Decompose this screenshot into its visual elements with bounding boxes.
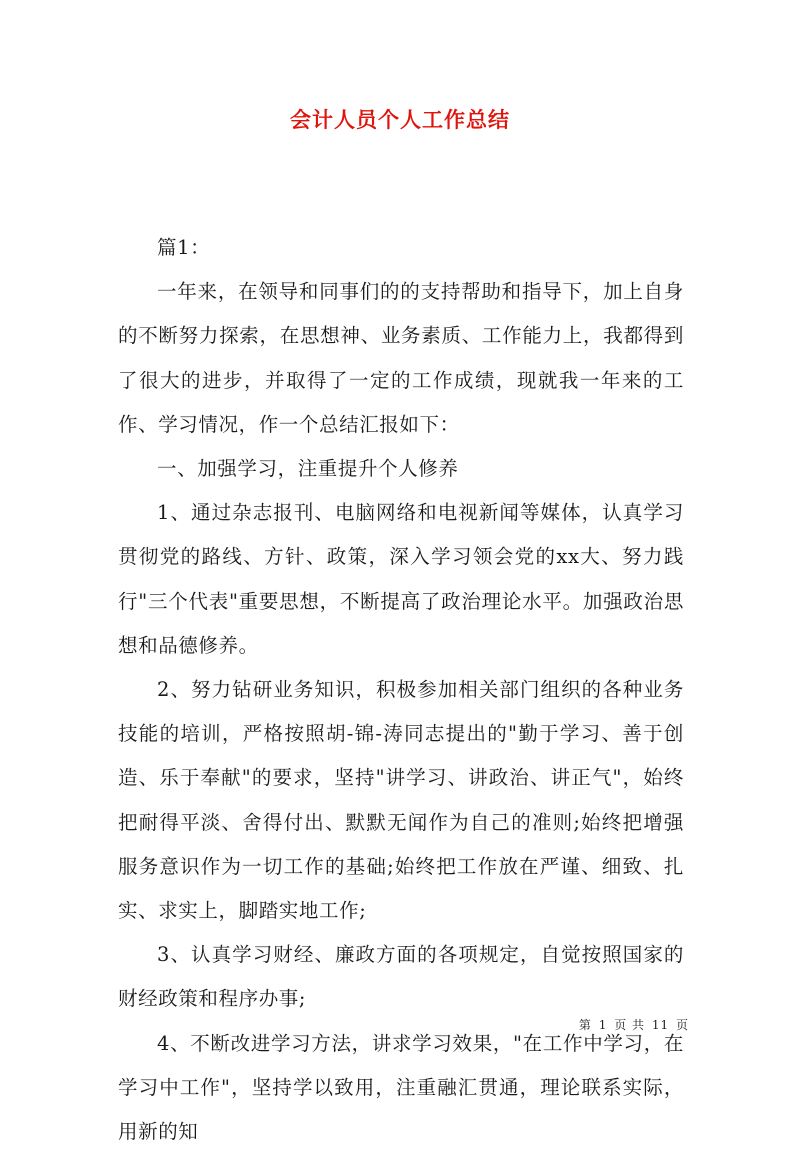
total-pages-number: 11 (651, 1018, 670, 1032)
document-title: 会计人员个人工作总结 (290, 107, 510, 132)
intro-paragraph: 一年来，在领导和同事们的的支持帮助和指导下，加上自身的不断努力探索，在思想神、业务素质、工作能力上，我都得到了很大的进步，并取得了一定的工作成绩，现就我一年来的工作、学习情况，作一个总结汇报如下： (118, 280, 684, 436)
section-heading: 一、加强学习，注重提升个人修养 (157, 457, 459, 481)
document-body (118, 226, 684, 1154)
current-page-number: 1 (598, 1018, 608, 1032)
section-label: 篇1： (157, 236, 211, 259)
paragraph-item-1: 1、通过杂志报刊、电脑网络和电视新闻等媒体，认真学习贯彻党的路线、方针、政策，深入学习领会党的xx大、努力践行"三个代表"重要思想，不断提高了政治理论水平。加强政治思想和品德修养。 (118, 501, 684, 657)
page-number-footer (560, 1016, 690, 1033)
paragraph-item-2: 2、努力钻研业务知识，积极参加相关部门组织的各种业务技能的培训，严格按照胡-锦-涛同志提出的"勤于学习、善于创造、乐于奉献"的要求，坚持"讲学习、讲政治、讲正气"，始终把耐得平淡、舍得付出、默默无闻作为自己的准则;始终把增强服务意识作为一切工作的基础;始终把工作放在严谨、细致、扎实、求实上，脚踏实地工作; (118, 678, 684, 923)
page-label-prefix: 第 (578, 1018, 592, 1032)
page-label-suffix: 页 (675, 1018, 689, 1032)
paragraph-item-3: 3、认真学习财经、廉政方面的各项规定，自觉按照国家的财经政策和程序办事; (118, 943, 684, 1011)
page-label-mid: 页 共 (614, 1018, 646, 1032)
paragraph-item-4: 4、不断改进学习方法，讲求学习效果，"在工作中学习，在学习中工作"，坚持学以致用，注重融汇贯通，理论联系实际，用新的知 (118, 1031, 684, 1144)
